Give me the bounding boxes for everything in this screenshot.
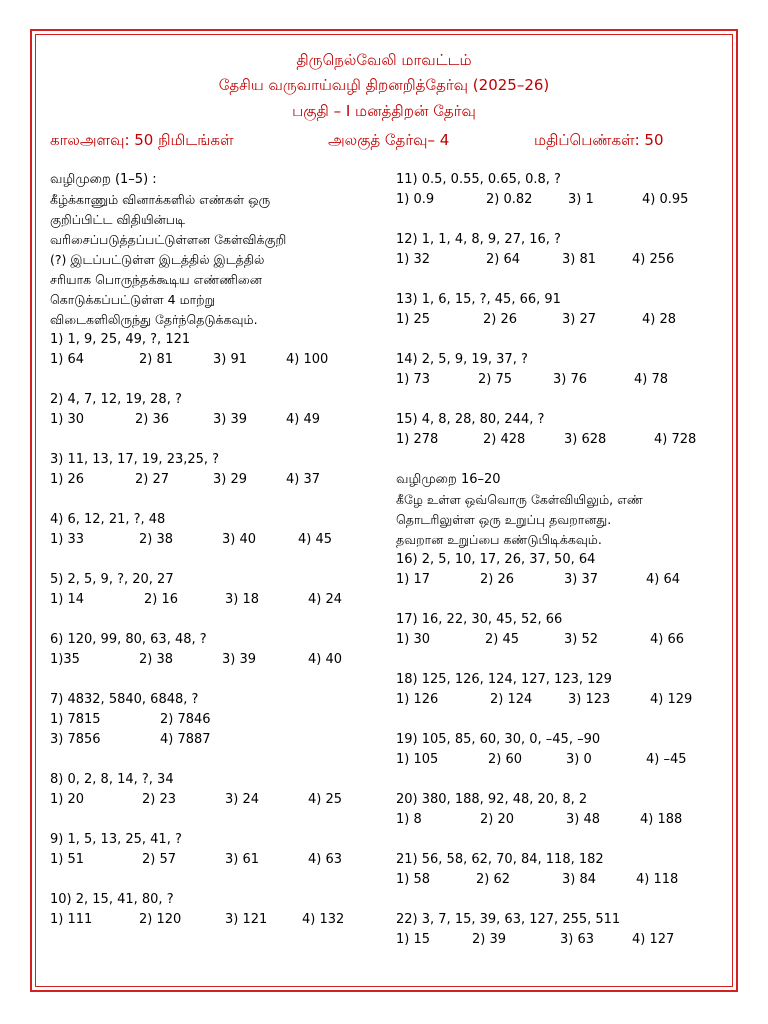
- option: 2) 64: [486, 252, 521, 267]
- options-22: [396, 930, 726, 950]
- question-13: 13) 1, 6, 15, ?, 45, 66, 91: [396, 292, 561, 307]
- option: 4) 132: [302, 912, 345, 927]
- option: 1) 51: [50, 852, 85, 867]
- options-7a: [50, 710, 380, 730]
- directions-line: கீழ்க்காணும் வினாக்களில் எண்கள் ஒரு: [50, 192, 271, 207]
- option: 3) 48: [566, 812, 601, 827]
- option: 4) 25: [308, 792, 343, 807]
- right-column: [396, 170, 726, 950]
- exam-title: தேசிய வருவாய்வழி திறனறித்தேர்வு (2025–26): [218, 76, 550, 94]
- option: 4) 64: [646, 572, 681, 587]
- option: 4) 40: [308, 652, 343, 667]
- option: 2) 57: [142, 852, 177, 867]
- question-15: 15) 4, 8, 28, 80, 244, ?: [396, 412, 545, 427]
- directions-line: (?) இடப்பட்டுள்ள இடத்தில் இடத்தில்: [50, 252, 265, 267]
- option: 2) 60: [488, 752, 523, 767]
- options-1: [50, 350, 380, 370]
- option: 3) 91: [213, 352, 248, 367]
- options-4: [50, 530, 380, 550]
- option: 2) 23: [142, 792, 177, 807]
- marks-label: மதிப்பெண்கள்: 50: [534, 131, 664, 149]
- directions-title: வழிமுறை 16–20: [396, 472, 501, 487]
- options-7b: [50, 730, 380, 750]
- option: 1) 64: [50, 352, 85, 367]
- option: 3) 27: [562, 312, 597, 327]
- option: 4) 28: [642, 312, 677, 327]
- directions-line: கீழே உள்ள ஒவ்வொரு கேள்வியிலும், எண்: [396, 492, 643, 507]
- option: 4) 24: [308, 592, 343, 607]
- options-16: [396, 570, 726, 590]
- option: 3) 121: [225, 912, 268, 927]
- option: 3) 63: [560, 932, 595, 947]
- option: 3) 84: [562, 872, 597, 887]
- option: 2) 26: [480, 572, 515, 587]
- option: 1) 25: [396, 312, 431, 327]
- option: 3) 37: [564, 572, 599, 587]
- question-19: 19) 105, 85, 60, 30, 0, –45, –90: [396, 732, 601, 747]
- option: 4) 37: [286, 472, 321, 487]
- options-19: [396, 750, 726, 770]
- option: 4) 728: [654, 432, 697, 447]
- question-5: 5) 2, 5, 9, ?, 20, 27: [50, 572, 174, 587]
- option: 1) 15: [396, 932, 431, 947]
- options-6: [50, 650, 380, 670]
- question-11: 11) 0.5, 0.55, 0.65, 0.8, ?: [396, 172, 561, 187]
- option: 1) 0.9: [396, 192, 435, 207]
- option: 3) 7856: [50, 732, 101, 747]
- question-10: 10) 2, 15, 41, 80, ?: [50, 892, 174, 907]
- option: 2) 16: [144, 592, 179, 607]
- options-5: [50, 590, 380, 610]
- option: 4) 256: [632, 252, 675, 267]
- option: 2) 45: [485, 632, 520, 647]
- directions-line: விடைகளிலிருந்து தேர்ந்தெடுக்கவும்.: [50, 312, 258, 327]
- left-column: [50, 170, 380, 930]
- option: 2) 0.82: [486, 192, 533, 207]
- option: 3) 1: [568, 192, 594, 207]
- question-7: 7) 4832, 5840, 6848, ?: [50, 692, 199, 707]
- option: 4) 7887: [160, 732, 211, 747]
- option: 4) 45: [298, 532, 333, 547]
- directions-line: குறிப்பிட்ட விதியின்படி: [50, 212, 186, 227]
- unit-test-label: அலகுத் தேர்வு– 4: [328, 131, 450, 149]
- option: 4) 100: [286, 352, 329, 367]
- duration-label: காலஅளவு: 50 நிமிடங்கள்: [50, 131, 234, 149]
- question-12: 12) 1, 1, 4, 8, 9, 27, 16, ?: [396, 232, 561, 247]
- option: 1)35: [50, 652, 80, 667]
- option: 2) 81: [139, 352, 174, 367]
- options-21: [396, 870, 726, 890]
- option: 2) 7846: [160, 712, 211, 727]
- question-4: 4) 6, 12, 21, ?, 48: [50, 512, 166, 527]
- option: 3) 52: [564, 632, 599, 647]
- option: 1) 126: [396, 692, 439, 707]
- directions-line: தவறான உறுப்பை கண்டுபிடிக்கவும்.: [396, 532, 602, 547]
- options-3: [50, 470, 380, 490]
- options-12: [396, 250, 726, 270]
- options-9: [50, 850, 380, 870]
- option: 2) 27: [135, 472, 170, 487]
- question-20: 20) 380, 188, 92, 48, 20, 8, 2: [396, 792, 588, 807]
- option: 1) 73: [396, 372, 431, 387]
- options-8: [50, 790, 380, 810]
- option: 2) 38: [139, 652, 174, 667]
- option: 3) 81: [562, 252, 597, 267]
- exam-info-row: [50, 130, 730, 150]
- question-17: 17) 16, 22, 30, 45, 52, 66: [396, 612, 563, 627]
- option: 4) 188: [640, 812, 683, 827]
- option: 3) 0: [566, 752, 592, 767]
- question-22: 22) 3, 7, 15, 39, 63, 127, 255, 511: [396, 912, 621, 927]
- options-17: [396, 630, 726, 650]
- option: 3) 61: [225, 852, 260, 867]
- option: 3) 76: [553, 372, 588, 387]
- option: 2) 428: [483, 432, 526, 447]
- question-14: 14) 2, 5, 9, 19, 37, ?: [396, 352, 528, 367]
- option: 1) 14: [50, 592, 85, 607]
- option: 4) 63: [308, 852, 343, 867]
- options-15: [396, 430, 726, 450]
- question-18: 18) 125, 126, 124, 127, 123, 129: [396, 672, 612, 687]
- option: 1) 8: [396, 812, 422, 827]
- option: 4) 118: [636, 872, 679, 887]
- options-20: [396, 810, 726, 830]
- option: 4) 0.95: [642, 192, 689, 207]
- option: 2) 38: [139, 532, 174, 547]
- directions-line: வரிசைப்படுத்தப்பட்டுள்ளன கேள்விக்குறி: [50, 232, 287, 247]
- option: 1) 30: [50, 412, 85, 427]
- option: 2) 26: [483, 312, 518, 327]
- option: 2) 20: [480, 812, 515, 827]
- options-2: [50, 410, 380, 430]
- option: 3) 39: [213, 412, 248, 427]
- option: 4) 78: [634, 372, 669, 387]
- option: 1) 17: [396, 572, 431, 587]
- question-2: 2) 4, 7, 12, 19, 28, ?: [50, 392, 182, 407]
- question-8: 8) 0, 2, 8, 14, ?, 34: [50, 772, 174, 787]
- option: 4) 129: [650, 692, 693, 707]
- question-16: 16) 2, 5, 10, 17, 26, 37, 50, 64: [396, 552, 596, 567]
- option: 4) 49: [286, 412, 321, 427]
- question-1: 1) 1, 9, 25, 49, ?, 121: [50, 332, 191, 347]
- question-6: 6) 120, 99, 80, 63, 48, ?: [50, 632, 207, 647]
- question-9: 9) 1, 5, 13, 25, 41, ?: [50, 832, 182, 847]
- options-14: [396, 370, 726, 390]
- option: 3) 29: [213, 472, 248, 487]
- option: 3) 40: [222, 532, 257, 547]
- option: 3) 123: [568, 692, 611, 707]
- option: 4) 127: [632, 932, 675, 947]
- options-10: [50, 910, 380, 930]
- option: 4) 66: [650, 632, 685, 647]
- option: 1) 20: [50, 792, 85, 807]
- option: 1) 105: [396, 752, 439, 767]
- part-title: பகுதி – I மனத்திறன் தேர்வு: [292, 102, 476, 120]
- directions-line: தொடரிலுள்ள ஒரு உறுப்பு தவறானது.: [396, 512, 612, 527]
- option: 1) 26: [50, 472, 85, 487]
- option: 2) 124: [490, 692, 533, 707]
- option: 3) 628: [564, 432, 607, 447]
- option: 2) 120: [139, 912, 182, 927]
- directions-line: கொடுக்கப்பட்டுள்ள 4 மாற்று: [50, 292, 216, 307]
- option: 3) 18: [225, 592, 260, 607]
- option: 4) –45: [646, 752, 687, 767]
- district-title: திருநெல்வேலி மாவட்டம்: [296, 51, 472, 69]
- options-13: [396, 310, 726, 330]
- option: 1) 33: [50, 532, 85, 547]
- option: 1) 32: [396, 252, 431, 267]
- option: 2) 39: [472, 932, 507, 947]
- option: 2) 75: [478, 372, 513, 387]
- option: 1) 58: [396, 872, 431, 887]
- option: 1) 111: [50, 912, 93, 927]
- option: 1) 30: [396, 632, 431, 647]
- option: 3) 39: [222, 652, 257, 667]
- option: 2) 36: [135, 412, 170, 427]
- question-3: 3) 11, 13, 17, 19, 23,25, ?: [50, 452, 220, 467]
- options-18: [396, 690, 726, 710]
- option: 2) 62: [476, 872, 511, 887]
- option: 3) 24: [225, 792, 260, 807]
- option: 1) 278: [396, 432, 439, 447]
- question-21: 21) 56, 58, 62, 70, 84, 118, 182: [396, 852, 604, 867]
- option: 1) 7815: [50, 712, 101, 727]
- directions-title: வழிமுறை (1–5) :: [50, 172, 157, 187]
- options-11: [396, 190, 726, 210]
- directions-line: சரியாக பொருந்தக்கூடிய எண்ணினை: [50, 272, 262, 287]
